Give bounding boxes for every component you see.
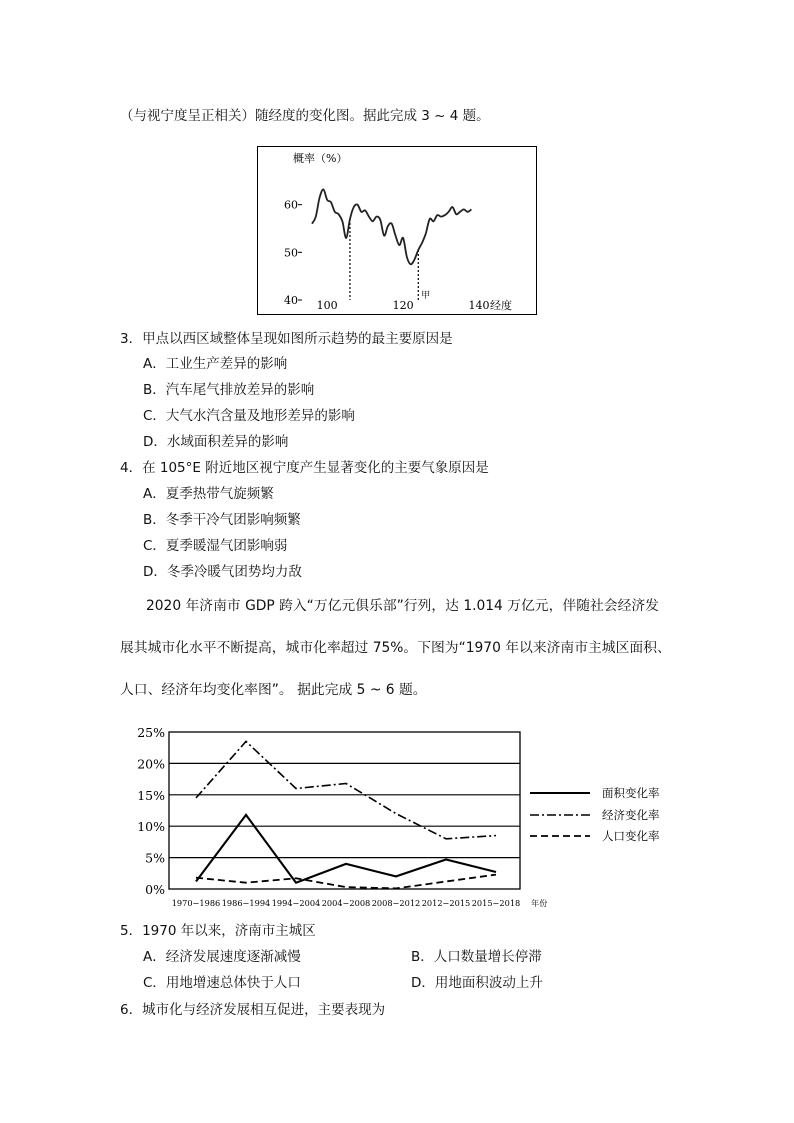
q4-option-a: A．夏季热带气旋频繁 <box>143 486 274 502</box>
chart2-xtick-label: 1994−2004 <box>271 898 321 908</box>
chart2-ytick-label: 0% <box>145 882 165 897</box>
chart2-ytick-label: 20% <box>137 756 165 772</box>
chart2-xtick-label: 2004−2008 <box>321 898 371 908</box>
q6-stem: 6．城市化与经济发展相互促进，主要表现为 <box>120 1002 386 1018</box>
chart2-xtick-label: 2012−2015 <box>421 898 471 908</box>
chart2-legend-label: 经济变化率 <box>602 808 660 822</box>
q5-option-c: C．用地增速总体快于人口 <box>143 975 301 991</box>
q4-option-c: C．夏季暖湿气团影响弱 <box>143 538 288 554</box>
chart2-container <box>120 718 680 918</box>
chart2-series-line-0 <box>196 815 496 883</box>
intro-text: （与视宁度呈正相关）随经度的变化图。据此完成 3 ~ 4 题。 <box>120 108 490 124</box>
q5-option-b: B．人口数量增长停滞 <box>411 949 542 965</box>
chart2-ytick-label: 25% <box>137 725 165 740</box>
chart1-svg <box>257 146 538 316</box>
chart2-series-line-1 <box>196 741 496 838</box>
chart2-ytick-label: 10% <box>137 819 165 835</box>
q4-stem: 4．在 105°E 附近地区视宁度产生显著变化的主要气象原因是 <box>120 460 489 476</box>
chart1-ytick-label: 60 <box>284 198 298 212</box>
q3-option-c: C．大气水汽含量及地形差异的影响 <box>143 408 355 424</box>
passage-line-1: 2020 年济南市 GDP 跨入“万亿元俱乐部”行列，达 1.014 万亿元，伴随社会经济发 <box>146 598 659 614</box>
chart2-xtick-label: 1970−1986 <box>171 898 221 908</box>
chart1-ylabel: 概率（%） <box>293 152 348 165</box>
chart1-ytick-label: 50 <box>284 246 298 260</box>
passage-line-2: 展其城市化水平不断提高，城市化率超过 75%。下图为“1970 年以来济南市主城区面积、 <box>120 640 671 656</box>
chart2-ytick-label: 15% <box>137 787 165 803</box>
chart1-frame <box>258 147 537 315</box>
chart1-marker-jia: 甲 <box>421 291 431 301</box>
q4-option-b: B．冬季干冷气团影响频繁 <box>143 512 301 528</box>
chart1-xtick-label: 120 <box>392 299 414 312</box>
chart2-xtick-label: 2008−2012 <box>371 898 421 908</box>
chart1-xtick-label: 100 <box>316 299 338 312</box>
q3-stem: 3．甲点以西区域整体呈现如图所示趋势的最主要原因是 <box>120 331 453 347</box>
chart2-svg <box>120 718 680 914</box>
q3-option-d: D．水域面积差异的影响 <box>143 434 289 450</box>
q5-option-a: A．经济发展速度逐渐减慢 <box>143 949 301 965</box>
chart1-xtick-label: 140 <box>468 299 490 312</box>
chart2-legend-label: 人口变化率 <box>602 829 660 843</box>
chart2-xtick-label: 2015−2018 <box>471 898 521 908</box>
chart1-series-line <box>312 189 471 264</box>
q4-option-d: D．冬季冷暖气团势均力敌 <box>143 564 302 580</box>
q3-option-a: A．工业生产差异的影响 <box>143 356 288 372</box>
chart1-container <box>257 146 538 320</box>
q5-option-d: D．用地面积波动上升 <box>411 975 543 991</box>
q5-stem: 5．1970 年以来，济南市主城区 <box>120 923 316 939</box>
chart2-ytick-label: 5% <box>145 850 165 866</box>
chart2-series-line-2 <box>196 875 496 889</box>
chart1-xlabel: 经度 <box>490 299 512 312</box>
q3-option-b: B．汽车尾气排放差异的影响 <box>143 382 315 398</box>
chart2-xlabel: 年份 <box>531 898 548 908</box>
chart1-ytick-label: 40 <box>284 294 298 307</box>
chart2-legend-label: 面积变化率 <box>602 786 660 800</box>
passage-line-3: 人口、经济年均变化率图”。 据此完成 5 ~ 6 题。 <box>120 682 427 698</box>
chart2-xtick-label: 1986−1994 <box>221 898 271 908</box>
